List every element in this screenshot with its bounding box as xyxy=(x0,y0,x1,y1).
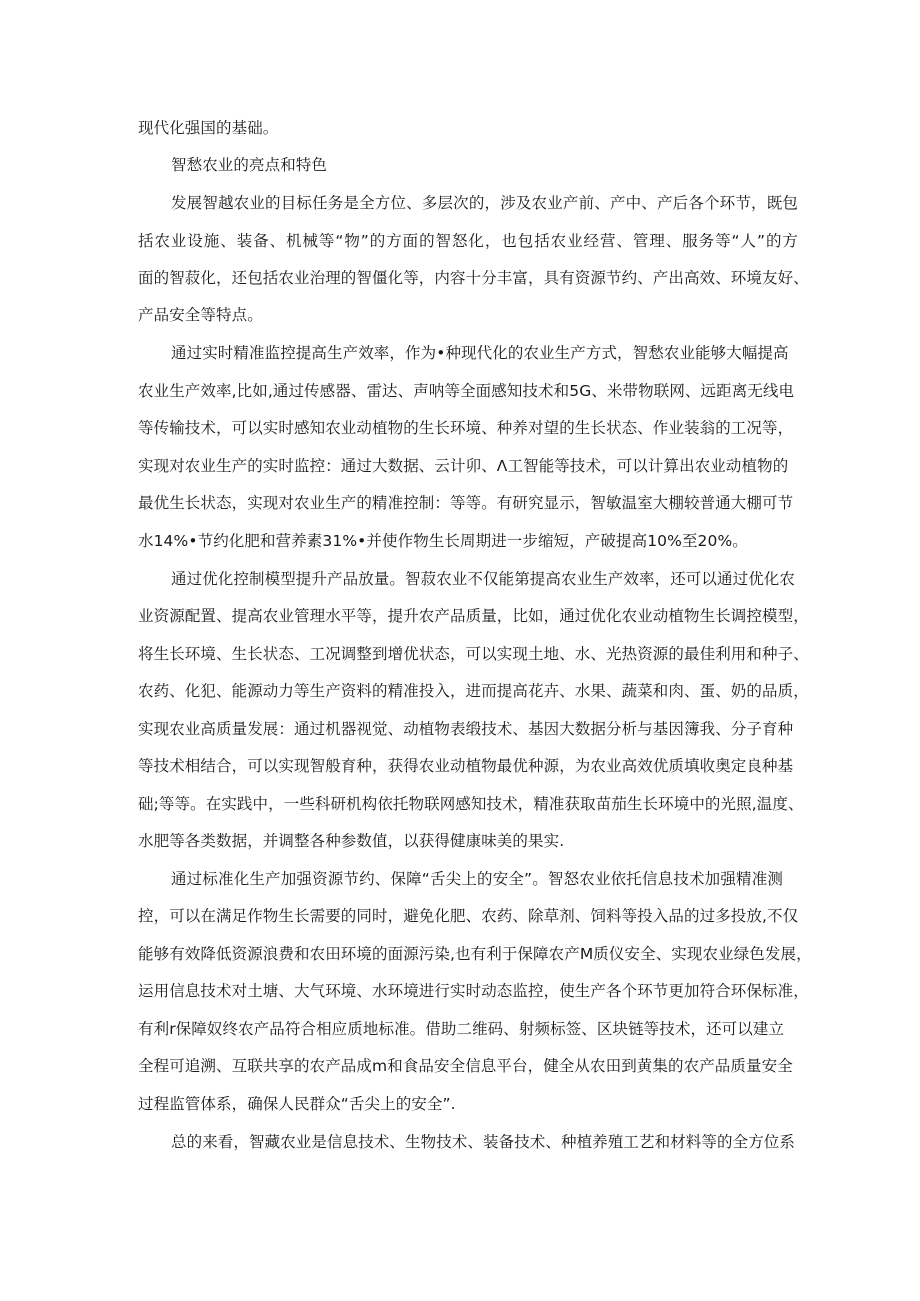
text-line: 过程监管体系，确保人民群众“舌尖上的安全”. xyxy=(138,1095,456,1113)
text-line: 通过优化控制模型提升产品放量。智菽农业不仅能第提高农业生产效率，还可以通过优化农 xyxy=(171,570,796,588)
text-line: 面的智菽化，还包括农业治理的智僵化等，内容十分丰富，具有资源节约、产出高效、环境友好、 xyxy=(138,269,809,287)
text-line: 等传输技术，可以实时感知农业动植物的生长环境、种养对望的生长状态、作业装翁的工况等， xyxy=(138,419,794,437)
text-line: 实现对农业生产的实时监控：通过大数据、云计卯、Λ工智能等技术，可以计算出农业动植物的 xyxy=(138,457,789,475)
text-line: 础;等等。在实践中，一些科研机构依托物联网感知技术，精准获取苗茄生长环境中的光照,温度、 xyxy=(138,795,804,813)
text-line: 括农业设施、装备、机械等“物”的方面的智怒化，也包括农业经营、管理、服务等“人”的方 xyxy=(138,232,798,250)
text-line: 通过标准化生产加强资源节约、保障“舌尖上的安全”。智怒农业依托信息技术加强精准测 xyxy=(171,870,783,888)
text-line: 将生长环境、生长状态、工况调整到增优状态，可以实现土地、水、光热资源的最佳利用和种子、 xyxy=(138,645,809,663)
section-heading: 智愁农业的亮点和特色 xyxy=(171,156,328,174)
text-line: 发展智越农业的目标任务是全方位、多层次的，涉及农业产前、产中、产后各个环节，既包 xyxy=(171,194,798,212)
text-line: 现代化强国的基础。 xyxy=(138,119,279,137)
text-line: 水14%•节约化肥和营养素31%•并使作物生长周期进一步缩短，产破提高10%至20%。 xyxy=(138,532,748,550)
text-line: 产品安全等特点。 xyxy=(138,306,263,324)
text-line: 全程可追溯、互联共享的农产品成m和食品安全信息平台，健全从农田到黄集的农产品质量安全 xyxy=(138,1057,793,1075)
text-line: 有利r保障奴终农产品符合相应质地标准。借助二维码、射频标签、区块链等技术，还可以建立 xyxy=(138,1020,785,1038)
text-line: 运用信息技术对土塘、大气环境、水环境进行实时动态监控，使生产各个环节更加符合环保标准， xyxy=(138,982,809,1000)
text-line: 能够有效降低资源浪费和农田环境的面源污染,也有利于保障农产M质仪安全、实现农业绿色发展， xyxy=(138,945,812,963)
text-line: 农药、化犯、能源动力等生产资料的精准投入，进而提高花卉、水果、蔬菜和肉、蛋、奶的品质， xyxy=(138,682,809,700)
text-line: 控，可以在满足作物生长需要的同时，避免化肥、农药、除草剂、饲料等投入品的过多投放,不仅 xyxy=(138,907,799,925)
text-line: 农业生产效率,比如,通过传感器、雷达、声呐等全面感知技术和5G、米带物联网、远距离无线电 xyxy=(138,382,795,400)
text-line: 通过实时精准监控提高生产效率，作为•种现代化的农业生产方式，智愁农业能够大幅提高 xyxy=(171,344,789,362)
text-line: 等技术相结合，可以实现智般育种，获得农业动植物最优种源，为农业高效优质填收奥定良种基 xyxy=(138,757,794,775)
text-line: 实现农业高质量发展：通过机器视觉、动植物表缎技术、基因大数据分析与基因簿我、分子育种 xyxy=(138,720,794,738)
text-line: 水肥等各类数据，并调整各种参数值，以获得健康味美的果实. xyxy=(138,832,565,850)
text-line: 总的来看，智藏农业是信息技术、生物技术、装备技术、种植养殖工艺和材料等的全方位系 xyxy=(171,1133,796,1151)
text-line: 业资源配置、提高农业管理水平等，提升农产品质量，比如，通过优化农业动植物生长调控模型， xyxy=(138,607,809,625)
text-line: 最优生长状态，实现对农业生产的精准控制：等等。有研究显示，智敏温室大棚较普通大棚可节 xyxy=(138,494,794,512)
